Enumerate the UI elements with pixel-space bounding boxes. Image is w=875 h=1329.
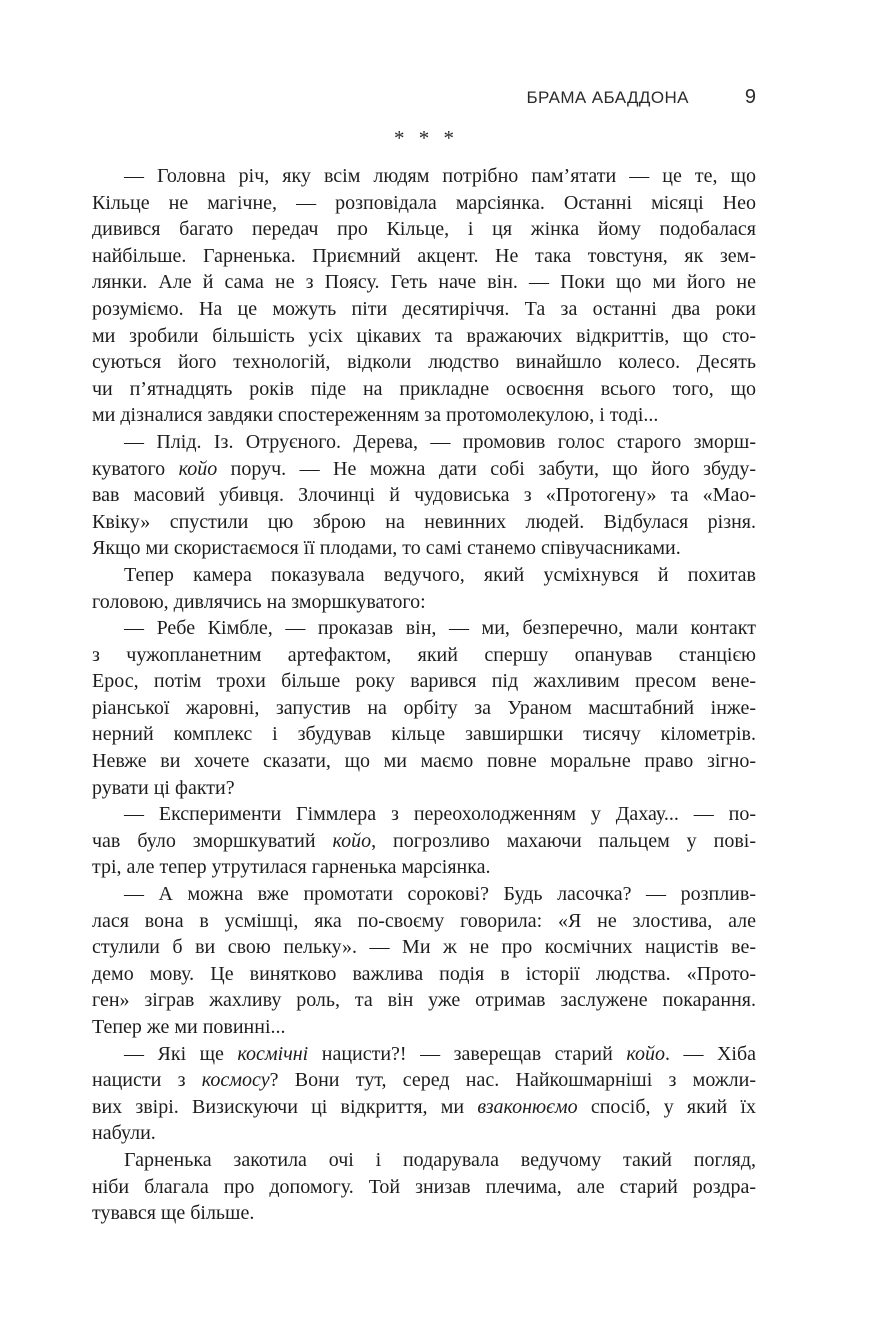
text-line bbox=[92, 748, 756, 775]
page-number: 9 bbox=[744, 86, 756, 108]
text-run: рувати ці факти? bbox=[92, 776, 235, 799]
text-line bbox=[92, 509, 756, 536]
italic-run: койо bbox=[178, 457, 218, 480]
text-line bbox=[92, 429, 756, 456]
text-line bbox=[92, 908, 756, 935]
text-run: найбільше. Гарненька. Приємний акцент. Не така товстуня, як зем- bbox=[92, 244, 756, 267]
text-line bbox=[92, 482, 756, 509]
text-run: нерний комплекс і збудував кільце завширшки тисячу кілометрів. bbox=[92, 723, 756, 746]
text-run: ми зробили більшість усіх цікавих та вражаючих відкриттів, що сто- bbox=[92, 324, 756, 347]
text-run: з чужопланетним артефактом, який спершу опанував станцією bbox=[92, 643, 756, 666]
text-run: суються його технологій, відколи людство винайшло колесо. Десять bbox=[92, 351, 756, 374]
text-run: головою, дивлячись на зморшкуватого: bbox=[92, 590, 426, 613]
text-run: демо мову. Це винятково важлива подія в історії людства. «Прото- bbox=[92, 962, 756, 985]
text-run: — Плід. Із. Отруєного. Дерева, — промовив голос старого зморш- bbox=[124, 430, 756, 453]
text-line bbox=[92, 1200, 756, 1227]
text-run: куватого bbox=[92, 457, 179, 480]
text-line bbox=[92, 721, 756, 748]
text-line bbox=[92, 1014, 756, 1041]
text-line bbox=[92, 562, 756, 589]
text-line bbox=[92, 163, 756, 190]
text-line bbox=[92, 854, 756, 881]
text-line bbox=[92, 1147, 756, 1174]
text-line bbox=[92, 190, 756, 217]
text-line bbox=[92, 695, 756, 722]
text-run: нацисти з bbox=[92, 1069, 202, 1092]
text-run: ген» зіграв жахливу роль, та він уже отримав заслужене покарання. bbox=[92, 989, 756, 1012]
text-run: вав масовий убивця. Злочинці й чудовиська з «Протогену» та «Мао- bbox=[92, 484, 756, 507]
text-line bbox=[92, 349, 756, 376]
text-line bbox=[92, 1174, 756, 1201]
italic-run: космосу bbox=[201, 1069, 270, 1092]
text-run: . — Хіба bbox=[664, 1042, 757, 1065]
text-line bbox=[92, 535, 756, 562]
paragraph bbox=[92, 1147, 756, 1227]
text-line bbox=[92, 1041, 756, 1068]
text-line bbox=[92, 216, 756, 243]
text-run: чи п’ятнадцять років піде на прикладне освоєння всього того, що bbox=[92, 377, 756, 400]
text-line bbox=[92, 642, 756, 669]
text-line bbox=[92, 243, 756, 270]
text-run: нацисти?! — заверещав старий bbox=[308, 1042, 627, 1065]
text-run: — Ребе Кімбле, — проказав він, — ми, безперечно, мали контакт bbox=[124, 617, 756, 640]
italic-run: койо bbox=[332, 829, 372, 852]
text-run: тувався ще більше. bbox=[92, 1202, 255, 1225]
text-run: Кільце не магічне, — розповідала марсіянка. Останні місяці Нео bbox=[92, 191, 756, 214]
text-line bbox=[92, 615, 756, 642]
text-run: ріанської жаровні, запустив на орбіту за Ураном масштабний інже- bbox=[92, 696, 756, 719]
text-line bbox=[92, 1067, 756, 1094]
section-separator: * * * bbox=[394, 126, 454, 150]
text-run: лянки. Але й сама не з Поясу. Геть наче він. — Поки що ми його не bbox=[92, 271, 756, 294]
text-line bbox=[92, 1120, 756, 1147]
text-line bbox=[92, 668, 756, 695]
italic-run: космічні bbox=[237, 1042, 309, 1065]
text-line bbox=[92, 589, 756, 616]
paragraph bbox=[92, 615, 756, 801]
text-run: лася вона в усмішці, яка по-своєму говорила: «Я не злостива, але bbox=[92, 909, 756, 932]
text-run: — А можна вже промотати сорокові? Будь ласочка? — розплив- bbox=[124, 883, 756, 906]
text-run: Квіку» спустили цю зброю на невинних людей. Відбулася різня. bbox=[92, 510, 756, 533]
text-line bbox=[92, 961, 756, 988]
text-run: Ерос, потім трохи більше року варився під жахливим пресом вене- bbox=[92, 670, 756, 693]
text-run: Гарненька закотила очі і подарувала ведучому такий погляд, bbox=[124, 1148, 756, 1171]
text-run: ніби благала про допомогу. Той знизав плечима, але старий роздра- bbox=[92, 1175, 756, 1198]
text-run: ? Вони тут, серед нас. Найкошмарніші з можли- bbox=[269, 1069, 756, 1092]
text-run: розуміємо. На це можуть піти десятиріччя. Та за останні два роки bbox=[92, 297, 756, 320]
text-line bbox=[92, 1094, 756, 1121]
page-header bbox=[92, 86, 756, 109]
text-line bbox=[92, 323, 756, 350]
text-line bbox=[92, 987, 756, 1014]
paragraph bbox=[92, 801, 756, 881]
text-line bbox=[92, 801, 756, 828]
text-run: трі, але тепер утрутилася гарненька марсіянка. bbox=[92, 856, 491, 879]
paragraph bbox=[92, 429, 756, 562]
text-line bbox=[92, 402, 756, 429]
text-run: Якщо ми скористаємося її плодами, то самі станемо співучасниками. bbox=[92, 537, 681, 560]
text-run: — Експерименти Гіммлера з переохолодженням у Дахау... — по- bbox=[124, 803, 756, 826]
text-line bbox=[92, 775, 756, 802]
text-line bbox=[92, 269, 756, 296]
text-run: спосіб, у який їх bbox=[577, 1095, 756, 1118]
text-run: стулили б ви свою пельку». — Ми ж не про космічних нацистів ве- bbox=[92, 936, 756, 959]
paragraph bbox=[92, 163, 756, 429]
text-run: чав було зморшкуватий bbox=[92, 829, 333, 852]
running-title: БРАМА АБАДДОНА bbox=[526, 88, 689, 107]
paragraph bbox=[92, 881, 756, 1041]
text-line bbox=[92, 828, 756, 855]
text-run: — Головна річ, яку всім людям потрібно пам’ятати — це те, що bbox=[124, 165, 756, 187]
paragraph bbox=[92, 562, 756, 615]
text-run: ми дізналися завдяки спостереженням за протомолекулою, і тоді... bbox=[92, 404, 659, 427]
text-line bbox=[92, 934, 756, 961]
paragraph bbox=[92, 1041, 756, 1147]
text-line bbox=[92, 456, 756, 483]
text-run: Тепер же ми повинні... bbox=[92, 1016, 286, 1038]
text-line bbox=[92, 296, 756, 323]
text-run: , погрозливо махаючи пальцем у пові- bbox=[371, 829, 756, 852]
italic-run: койо bbox=[626, 1042, 665, 1065]
text-run: Невже ви хочете сказати, що ми маємо повне моральне право зігно- bbox=[92, 750, 756, 773]
italic-run: взаконюємо bbox=[477, 1095, 578, 1118]
text-body bbox=[92, 163, 756, 1227]
text-run: поруч. — Не можна дати собі забути, що його збуду- bbox=[217, 457, 757, 480]
text-line bbox=[92, 881, 756, 908]
text-line bbox=[92, 376, 756, 403]
text-run: Тепер камера показувала ведучого, який усміхнувся й похитав bbox=[124, 563, 756, 586]
text-run: — Які ще bbox=[124, 1042, 238, 1065]
text-run: набули. bbox=[92, 1122, 156, 1145]
text-run: вих звірі. Визискуючи ці відкриття, ми bbox=[92, 1095, 478, 1118]
text-run: дивився багато передач про Кільце, і ця жінка йому подобалася bbox=[92, 218, 756, 241]
